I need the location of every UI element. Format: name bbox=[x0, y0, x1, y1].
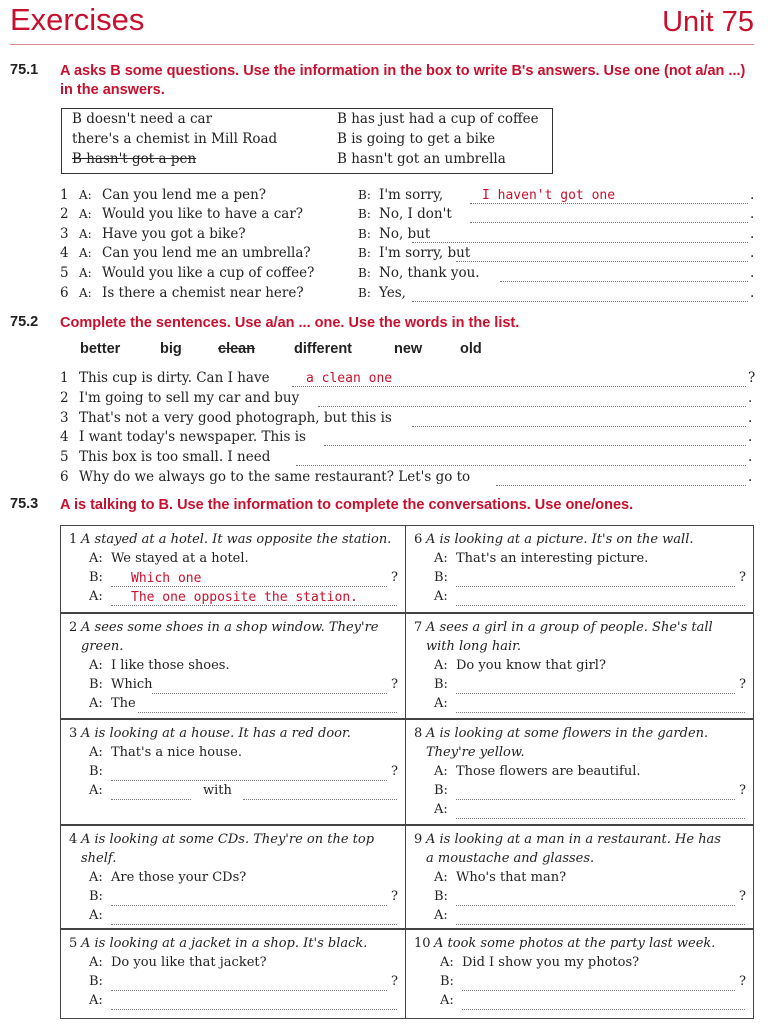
page-title: Exercises bbox=[10, 2, 145, 37]
dialogue-text: Those flowers are beautiful. bbox=[456, 764, 641, 779]
dialogue-text: Which bbox=[111, 677, 153, 692]
speaker-label: A: bbox=[434, 658, 448, 673]
cell-number: 9 bbox=[414, 832, 423, 847]
info-item: B has just had a cup of coffee bbox=[337, 111, 539, 127]
answer-blank[interactable] bbox=[412, 228, 748, 243]
answer-prompt: I'm sorry, bbox=[379, 187, 444, 203]
end-punctuation: ? bbox=[391, 889, 398, 904]
item-number: 5 bbox=[60, 449, 69, 465]
handwritten-answer: Which one bbox=[131, 571, 202, 586]
speaker-label: A: bbox=[89, 745, 103, 760]
answer-blank[interactable] bbox=[462, 995, 745, 1010]
answer-blank[interactable] bbox=[456, 910, 745, 925]
answer-blank[interactable] bbox=[412, 287, 748, 302]
speaker-label: A: bbox=[434, 589, 448, 604]
word-option: big bbox=[160, 341, 182, 357]
answer-blank[interactable] bbox=[318, 392, 746, 407]
question-text: Can you lend me a pen? bbox=[102, 187, 267, 203]
context-text: A is looking at a jacket in a shop. It's black. bbox=[81, 936, 368, 951]
speaker-label: B: bbox=[358, 188, 371, 202]
conversation-cell bbox=[60, 719, 406, 825]
conversation-cell bbox=[405, 825, 754, 929]
speaker-label: B: bbox=[434, 570, 448, 585]
context-text: They're yellow. bbox=[426, 745, 525, 760]
speaker-label: B: bbox=[358, 207, 371, 221]
speaker-label: A: bbox=[79, 266, 92, 280]
item-number: 4 bbox=[60, 245, 69, 261]
info-box bbox=[61, 108, 553, 174]
question-text: Would you like a cup of coffee? bbox=[102, 265, 315, 281]
speaker-label: A: bbox=[89, 551, 103, 566]
dialogue-text: Who's that man? bbox=[456, 870, 567, 885]
section-75-1-heading bbox=[10, 62, 760, 102]
speaker-label: A: bbox=[79, 207, 92, 221]
dialogue-text: That's an interesting picture. bbox=[456, 551, 649, 566]
info-item: B hasn't got an umbrella bbox=[337, 151, 506, 167]
end-punctuation: ? bbox=[391, 677, 398, 692]
answer-blank[interactable] bbox=[243, 785, 397, 800]
answer-blank[interactable] bbox=[111, 785, 191, 800]
sentence-row bbox=[60, 429, 755, 449]
end-punctuation: . bbox=[750, 187, 755, 203]
end-punctuation: . bbox=[748, 469, 753, 485]
handwritten-answer: The one opposite the station. bbox=[131, 590, 358, 605]
speaker-label: A: bbox=[440, 955, 454, 970]
answer-blank[interactable] bbox=[412, 412, 746, 427]
cell-number: 2 bbox=[69, 620, 78, 635]
speaker-label: A: bbox=[89, 870, 103, 885]
speaker-label: A: bbox=[434, 551, 448, 566]
sentence-row bbox=[60, 469, 755, 489]
conversation-cell bbox=[405, 525, 754, 613]
speaker-label: A: bbox=[89, 696, 103, 711]
item-number: 2 bbox=[60, 206, 69, 222]
conversation-cell bbox=[60, 525, 406, 613]
sentence-text: This cup is dirty. Can I have bbox=[79, 370, 270, 386]
context-text: with long hair. bbox=[426, 639, 522, 654]
cell-number: 4 bbox=[69, 832, 78, 847]
item-number: 2 bbox=[60, 390, 69, 406]
speaker-label: B: bbox=[434, 783, 448, 798]
context-text: a moustache and glasses. bbox=[426, 851, 595, 866]
speaker-label: B: bbox=[358, 266, 371, 280]
context-text: A is looking at a man in a restaurant. He has bbox=[426, 832, 721, 847]
info-item: B is going to get a bike bbox=[337, 131, 496, 147]
info-item: there's a chemist in Mill Road bbox=[72, 131, 278, 147]
answer-blank[interactable] bbox=[296, 451, 746, 466]
header-divider bbox=[10, 44, 754, 45]
question-text: Would you like to have a car? bbox=[102, 206, 304, 222]
answer-prompt: Yes, bbox=[379, 285, 406, 301]
speaker-label: A: bbox=[434, 908, 448, 923]
context-text: A sees a girl in a group of people. She's tall bbox=[426, 620, 713, 635]
speaker-label: B: bbox=[434, 677, 448, 692]
speaker-label: A: bbox=[434, 764, 448, 779]
section-instruction: Complete the sentences. Use a/an ... one. Use the words in the list. bbox=[60, 315, 520, 331]
answer-prompt: No, but bbox=[379, 226, 431, 242]
end-punctuation: ? bbox=[739, 570, 746, 585]
cell-number: 5 bbox=[69, 936, 78, 951]
question-row bbox=[60, 187, 755, 207]
speaker-label: A: bbox=[434, 802, 448, 817]
item-number: 3 bbox=[60, 410, 69, 426]
end-punctuation: ? bbox=[739, 974, 746, 989]
speaker-label: A: bbox=[79, 227, 92, 241]
cell-number: 8 bbox=[414, 726, 423, 741]
dialogue-text: Did I show you my photos? bbox=[462, 955, 640, 970]
section-number: 75.3 bbox=[10, 496, 39, 512]
dialogue-text: The bbox=[111, 696, 136, 711]
answer-blank[interactable] bbox=[456, 572, 735, 587]
answer-blank[interactable] bbox=[292, 372, 746, 387]
context-text: shelf. bbox=[81, 851, 117, 866]
word-option: better bbox=[80, 341, 121, 357]
answer-blank[interactable] bbox=[111, 976, 387, 991]
item-number: 6 bbox=[60, 469, 69, 485]
speaker-label: A: bbox=[89, 589, 103, 604]
answer-blank[interactable] bbox=[456, 804, 745, 819]
speaker-label: A: bbox=[89, 783, 103, 798]
conversation-cell bbox=[405, 613, 754, 719]
end-punctuation: . bbox=[748, 390, 753, 406]
answer-prompt: No, thank you. bbox=[379, 265, 480, 281]
dialogue-text: That's a nice house. bbox=[111, 745, 242, 760]
item-number: 6 bbox=[60, 285, 69, 301]
unit-title: Unit 75 bbox=[662, 6, 754, 38]
end-punctuation: . bbox=[750, 226, 755, 242]
speaker-label: A: bbox=[89, 908, 103, 923]
end-punctuation: . bbox=[750, 206, 755, 222]
answer-blank[interactable] bbox=[456, 679, 735, 694]
question-row bbox=[60, 206, 755, 226]
handwritten-answer: a clean one bbox=[306, 371, 393, 386]
conversation-cell bbox=[60, 825, 406, 929]
info-item-crossed: B hasn't got a pen bbox=[72, 151, 197, 167]
cell-number: 1 bbox=[69, 532, 78, 547]
speaker-label: B: bbox=[89, 677, 103, 692]
answer-blank[interactable] bbox=[111, 572, 387, 587]
answer-blank[interactable] bbox=[111, 591, 397, 606]
end-punctuation: ? bbox=[739, 783, 746, 798]
section-75-2-heading bbox=[10, 314, 760, 336]
end-punctuation: ? bbox=[739, 677, 746, 692]
context-text: A stayed at a hotel. It was opposite the station. bbox=[81, 532, 392, 547]
cell-number: 6 bbox=[414, 532, 423, 547]
question-row bbox=[60, 265, 755, 285]
word-option-crossed: clean bbox=[218, 341, 256, 357]
speaker-label: B: bbox=[358, 286, 371, 300]
question-row bbox=[60, 226, 755, 246]
context-text: A took some photos at the party last week. bbox=[434, 936, 716, 951]
answer-blank[interactable] bbox=[324, 431, 746, 446]
conversation-cell bbox=[405, 929, 754, 1019]
dialogue-text: We stayed at a hotel. bbox=[111, 551, 249, 566]
section-instruction: A is talking to B. Use the information to complete the conversations. Use one/ones. bbox=[60, 497, 634, 513]
context-text: green. bbox=[81, 639, 124, 654]
answer-blank[interactable] bbox=[111, 910, 397, 925]
item-number: 1 bbox=[60, 370, 69, 386]
speaker-label: A: bbox=[79, 286, 92, 300]
answer-blank[interactable] bbox=[111, 766, 387, 781]
speaker-label: B: bbox=[89, 764, 103, 779]
answer-prompt: I'm sorry, but bbox=[379, 245, 471, 261]
end-punctuation: . bbox=[748, 410, 753, 426]
speaker-label: A: bbox=[434, 870, 448, 885]
speaker-label: A: bbox=[89, 658, 103, 673]
speaker-label: A: bbox=[89, 955, 103, 970]
question-row bbox=[60, 285, 755, 305]
speaker-label: B: bbox=[440, 974, 454, 989]
word-option: old bbox=[460, 341, 482, 357]
section-number: 75.2 bbox=[10, 314, 39, 330]
speaker-label: B: bbox=[89, 974, 103, 989]
word-option: different bbox=[294, 341, 352, 357]
end-punctuation: ? bbox=[739, 889, 746, 904]
item-number: 5 bbox=[60, 265, 69, 281]
answer-blank[interactable] bbox=[470, 208, 748, 223]
cell-number: 7 bbox=[414, 620, 423, 635]
end-punctuation: . bbox=[750, 245, 755, 261]
context-text: A is looking at some flowers in the garden. bbox=[426, 726, 709, 741]
dialogue-text: Do you know that girl? bbox=[456, 658, 606, 673]
end-punctuation: ? bbox=[391, 764, 398, 779]
conversation-cell bbox=[405, 719, 754, 825]
item-number: 3 bbox=[60, 226, 69, 242]
speaker-label: A: bbox=[79, 246, 92, 260]
answer-blank[interactable] bbox=[111, 995, 397, 1010]
end-punctuation: . bbox=[750, 265, 755, 281]
conversation-cell bbox=[60, 613, 406, 719]
cell-number: 3 bbox=[69, 726, 78, 741]
speaker-label: A: bbox=[89, 993, 103, 1008]
context-text: A is looking at some CDs. They're on the top bbox=[81, 832, 375, 847]
dialogue-text: Are those your CDs? bbox=[111, 870, 247, 885]
sentence-text: Why do we always go to the same restaurant? Let's go to bbox=[79, 469, 471, 485]
answer-blank[interactable] bbox=[456, 591, 745, 606]
answer-blank[interactable] bbox=[462, 976, 735, 991]
question-row bbox=[60, 245, 755, 265]
end-punctuation: ? bbox=[391, 570, 398, 585]
answer-blank[interactable] bbox=[456, 891, 735, 906]
context-text: A sees some shoes in a shop window. They're bbox=[81, 620, 379, 635]
section-number: 75.1 bbox=[10, 62, 39, 78]
speaker-label: A: bbox=[440, 993, 454, 1008]
end-punctuation: ? bbox=[748, 370, 756, 386]
section-75-3-heading bbox=[10, 496, 760, 518]
dialogue-text: Do you like that jacket? bbox=[111, 955, 267, 970]
answer-blank[interactable] bbox=[496, 471, 746, 486]
sentence-text: I'm going to sell my car and buy bbox=[79, 390, 300, 406]
question-text: Is there a chemist near here? bbox=[102, 285, 304, 301]
context-text: A is looking at a house. It has a red door. bbox=[81, 726, 351, 741]
section-instruction: A asks B some questions. Use the information in the box to write B's answers. Use one (not a/an ...) in the answers. bbox=[60, 63, 746, 98]
handwritten-answer: I haven't got one bbox=[482, 188, 616, 203]
answer-blank[interactable] bbox=[152, 679, 387, 694]
question-text: Can you lend me an umbrella? bbox=[102, 245, 311, 261]
answer-prompt: No, I don't bbox=[379, 206, 452, 222]
end-punctuation: . bbox=[748, 429, 753, 445]
answer-blank[interactable] bbox=[456, 785, 735, 800]
sentence-row bbox=[60, 370, 755, 390]
conversation-cell bbox=[60, 929, 406, 1019]
info-item: B doesn't need a car bbox=[72, 111, 213, 127]
context-text: A is looking at a picture. It's on the wall. bbox=[426, 532, 694, 547]
cell-number: 10 bbox=[414, 936, 431, 951]
sentence-row bbox=[60, 410, 755, 430]
item-number: 4 bbox=[60, 429, 69, 445]
end-punctuation: . bbox=[750, 285, 755, 301]
question-text: Have you got a bike? bbox=[102, 226, 246, 242]
end-punctuation: ? bbox=[391, 974, 398, 989]
speaker-label: B: bbox=[89, 889, 103, 904]
end-punctuation: . bbox=[748, 449, 753, 465]
answer-blank[interactable] bbox=[456, 247, 748, 262]
answer-blank[interactable] bbox=[111, 891, 387, 906]
sentence-row bbox=[60, 390, 755, 410]
answer-blank[interactable] bbox=[500, 267, 748, 282]
answer-blank[interactable] bbox=[456, 698, 745, 713]
speaker-label: A: bbox=[79, 188, 92, 202]
sentence-text: I want today's newspaper. This is bbox=[79, 429, 306, 445]
sentence-row bbox=[60, 449, 755, 469]
speaker-label: B: bbox=[434, 889, 448, 904]
sentence-text: This box is too small. I need bbox=[79, 449, 271, 465]
dialogue-text: with bbox=[203, 783, 232, 798]
speaker-label: B: bbox=[358, 246, 371, 260]
speaker-label: B: bbox=[358, 227, 371, 241]
answer-blank[interactable] bbox=[470, 189, 748, 204]
item-number: 1 bbox=[60, 187, 69, 203]
speaker-label: A: bbox=[434, 696, 448, 711]
dialogue-text: I like those shoes. bbox=[111, 658, 230, 673]
word-option: new bbox=[394, 341, 423, 357]
sentence-text: That's not a very good photograph, but this is bbox=[79, 410, 392, 426]
speaker-label: B: bbox=[89, 570, 103, 585]
answer-blank[interactable] bbox=[138, 698, 397, 713]
